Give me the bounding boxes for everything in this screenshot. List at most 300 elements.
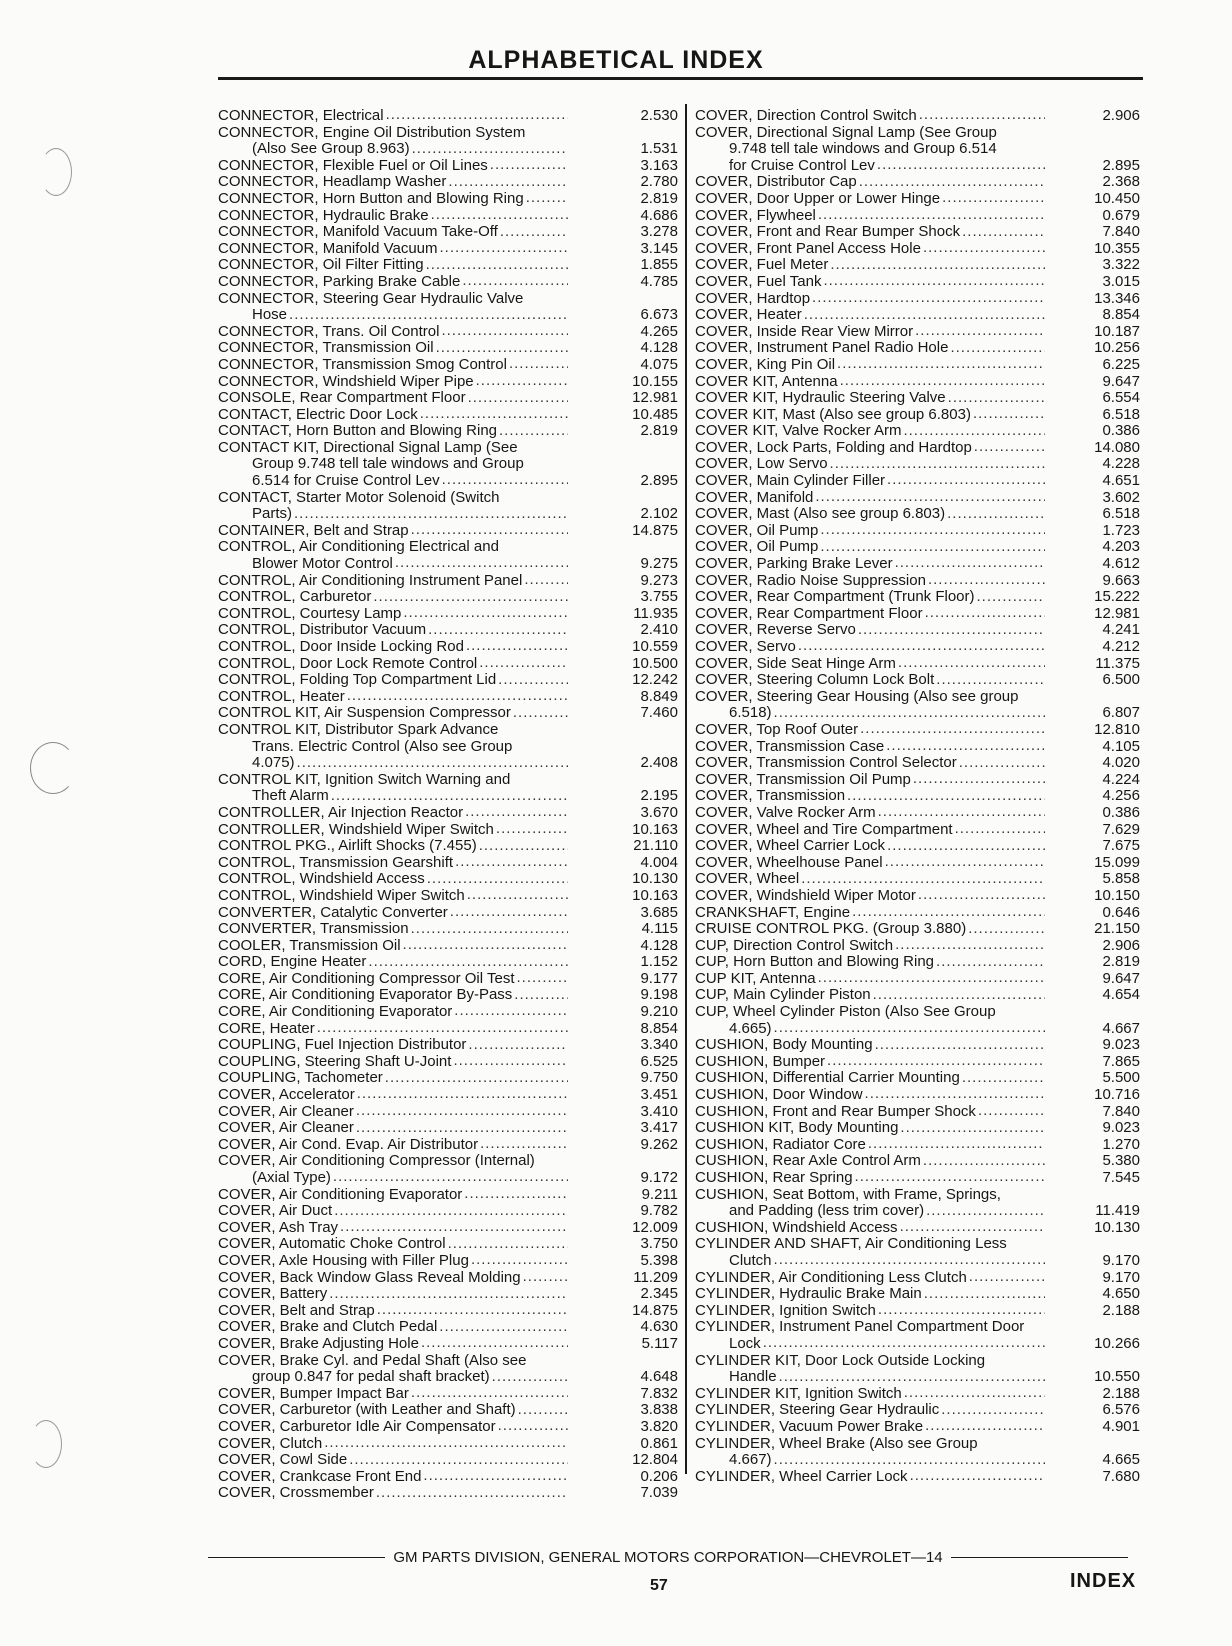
index-entry: [218, 224, 678, 241]
index-entry: [695, 1253, 1140, 1270]
index-entry: [695, 871, 1140, 888]
index-entry-text: COVER, Ash Tray: [218, 1219, 339, 1236]
index-entry: [695, 1469, 1140, 1486]
index-entry: [218, 1104, 678, 1121]
index-entry-text: 4.667): [729, 1452, 772, 1469]
index-entry: [218, 971, 678, 988]
index-entry-text: CONNECTOR, Manifold Vacuum Take-Off: [218, 224, 498, 241]
index-entry-text: Theft Alarm: [252, 788, 329, 805]
index-entry-text: CONTROL, Folding Top Compartment Lid: [218, 672, 497, 689]
index-entry-text: CORE, Heater: [218, 1020, 315, 1037]
index-entry: [218, 1021, 678, 1038]
index-entry-page: 7.675: [1102, 837, 1140, 855]
index-entry-text: COVER, King Pin Oil: [695, 356, 836, 373]
index-entry-page: 10.450: [1094, 189, 1140, 207]
index-entry-page: 5.117: [641, 1334, 678, 1352]
index-entry-page: 12.804: [632, 1451, 678, 1469]
index-entry-page: 10.187: [1094, 322, 1140, 340]
index-entry-page: 8.854: [640, 1019, 678, 1037]
index-entry: [218, 407, 678, 424]
index-entry: [218, 1087, 678, 1104]
title-rule: [218, 77, 1143, 80]
index-entry: [695, 689, 1140, 706]
index-entry: [218, 788, 678, 805]
index-entry-page: 7.832: [640, 1384, 678, 1402]
index-entry-page: 10.163: [632, 820, 678, 838]
index-entry-text: CONNECTOR, Parking Brake Cable: [218, 273, 461, 290]
index-entry: [218, 374, 678, 391]
index-entry-text: COVER, Front and Rear Bumper Shock: [695, 224, 961, 241]
index-entry-page: 2.819: [640, 422, 678, 440]
index-entry: [218, 1386, 678, 1403]
index-entry-page: 2.819: [640, 189, 678, 207]
index-entry-page: 3.750: [640, 1235, 678, 1253]
index-entry-text: CRUISE CONTROL PKG. (Group 3.880): [695, 921, 967, 938]
index-entry-text: COVER, Back Window Glass Reveal Molding: [218, 1269, 521, 1286]
binder-hole: [30, 742, 76, 794]
index-entry-page: 10.256: [1094, 339, 1140, 357]
index-entry-page: 10.130: [632, 870, 678, 888]
index-entry-text: CRANKSHAFT, Engine: [695, 904, 851, 921]
index-entry: [218, 1236, 678, 1253]
index-entry: [695, 1203, 1140, 1220]
index-entry-text: CONTROLLER, Windshield Wiper Switch: [218, 821, 494, 838]
index-entry: [695, 622, 1140, 639]
index-entry: [695, 954, 1140, 971]
index-entry: [218, 838, 678, 855]
index-entry-text: COVER, Steering Gear Housing (Also see group: [695, 688, 1019, 705]
index-entry-page: 7.545: [1102, 1169, 1140, 1186]
index-entry-page: 4.004: [640, 853, 678, 871]
index-entry: [695, 307, 1140, 324]
index-entry-page: 21.110: [633, 837, 678, 855]
index-entry: [218, 473, 678, 490]
index-entry: [218, 589, 678, 606]
index-entry: [218, 938, 678, 955]
index-entry-text: CYLINDER, Wheel Carrier Lock: [695, 1468, 908, 1485]
index-entry-page: 15.099: [1094, 853, 1140, 871]
index-entry-text: COVER, Cowl Side: [218, 1452, 348, 1469]
index-entry-text: COVER, Oil Pump: [695, 522, 819, 539]
index-entry: [218, 291, 678, 308]
index-entry-text: 6.514 for Cruise Control Lev: [252, 473, 440, 490]
index-entry-page: 10.163: [632, 886, 678, 904]
index-entry: [218, 1353, 678, 1370]
index-entry-page: 5.380: [1102, 1152, 1140, 1170]
index-entry-text: CYLINDER, Ignition Switch: [695, 1302, 876, 1319]
index-entry-page: 9.210: [640, 1003, 678, 1021]
index-entry-page: 3.685: [640, 903, 678, 921]
index-entry-text: CONTACT, Horn Button and Blowing Ring: [218, 423, 498, 440]
index-entry: [695, 539, 1140, 556]
index-entry-text: CYLINDER, Instrument Panel Compartment Door: [695, 1319, 1025, 1336]
index-entry-page: 9.273: [640, 571, 678, 589]
index-entry: [695, 1070, 1140, 1087]
index-entry: [695, 357, 1140, 374]
index-entry-text: 4.665): [729, 1020, 772, 1037]
index-entry-text: CONNECTOR, Steering Gear Hydraulic Valve: [218, 290, 524, 307]
index-entry-page: 2.819: [1102, 953, 1140, 971]
index-entry-text: COVER, Directional Signal Lamp (See Group: [695, 124, 997, 141]
index-entry-page: 9.647: [1102, 372, 1140, 390]
index-entry: [218, 440, 678, 457]
index-entry: [695, 838, 1140, 855]
index-entry: [218, 1369, 678, 1386]
index-entry: [218, 871, 678, 888]
index-entry: [218, 390, 678, 407]
index-entry-page: 9.647: [1102, 969, 1140, 987]
index-entry: [218, 622, 678, 639]
index-entry-page: 3.602: [1102, 488, 1140, 506]
index-entry-page: 2.368: [1102, 173, 1140, 191]
index-entry-page: 6.518: [1102, 405, 1140, 423]
index-entry: [695, 1369, 1140, 1386]
index-entry-text: CONTROL KIT, Ignition Switch Warning and: [218, 771, 511, 788]
index-entry: [695, 456, 1140, 473]
index-entry-text: COVER, Lock Parts, Folding and Hardtop: [695, 439, 972, 456]
index-entry-text: CUSHION, Windshield Access: [695, 1219, 898, 1236]
index-entry: [218, 191, 678, 208]
index-entry: [218, 954, 678, 971]
index-entry-text: CUP KIT, Antenna: [695, 970, 816, 987]
index-entry: [695, 755, 1140, 772]
index-entry-text: COVER KIT, Antenna: [695, 373, 838, 390]
index-entry-page: 6.554: [1102, 389, 1140, 407]
index-entry-page: 4.686: [640, 206, 678, 224]
index-entry-page: 4.228: [1102, 455, 1140, 473]
index-entry: [695, 722, 1140, 739]
index-entry-page: 1.855: [640, 256, 678, 274]
index-entry-text: CORD, Engine Heater: [218, 954, 367, 971]
index-entry-text: Handle: [729, 1369, 777, 1386]
index-entry-text: COVER, Door Upper or Lower Hinge: [695, 190, 941, 207]
index-entry-text: CUSHION KIT, Body Mounting: [695, 1120, 899, 1137]
index-entry: [695, 705, 1140, 722]
index-entry-page: 1.152: [640, 953, 678, 971]
index-entry-text: (Axial Type): [252, 1170, 331, 1186]
index-entry-text: CUSHION, Rear Axle Control Arm: [695, 1153, 921, 1170]
index-entry: [218, 1336, 678, 1353]
index-entry-text: COVER, Manifold: [695, 489, 814, 506]
index-entry-text: CUP, Main Cylinder Piston: [695, 987, 871, 1004]
index-entry: [695, 987, 1140, 1004]
index-entry-page: 4.212: [1102, 638, 1140, 655]
index-entry-text: COVER, Fuel Tank: [695, 273, 822, 290]
index-entry-page: 7.840: [1102, 1102, 1140, 1120]
index-entry-text: CONVERTER, Transmission: [218, 921, 409, 938]
index-entry-text: COVER, Clutch: [218, 1435, 323, 1452]
index-entry-page: 0.646: [1102, 903, 1140, 921]
index-entry-text: CONTACT, Starter Motor Solenoid (Switch: [218, 489, 500, 506]
index-entry-text: COUPLING, Tachometer: [218, 1070, 383, 1087]
index-entry: [695, 506, 1140, 523]
index-entry: [218, 1203, 678, 1220]
index-entry: [695, 1303, 1140, 1320]
index-entry-text: CONNECTOR, Engine Oil Distribution System: [218, 124, 526, 141]
index-entry-text: CUSHION, Front and Rear Bumper Shock: [695, 1103, 976, 1120]
index-entry: [218, 1037, 678, 1054]
index-entry: [695, 1170, 1140, 1187]
index-entry-page: 7.840: [1102, 223, 1140, 241]
index-entry: [695, 1087, 1140, 1104]
index-entry: [695, 1402, 1140, 1419]
index-entry-text: for Cruise Control Lev: [729, 157, 875, 174]
index-entry-page: 3.340: [640, 1036, 678, 1054]
footer-text: GM PARTS DIVISION, GENERAL MOTORS CORPORATION—CHEVROLET—14: [393, 1549, 943, 1566]
index-entry-text: COUPLING, Fuel Injection Distributor: [218, 1037, 467, 1054]
index-entry-page: 3.410: [640, 1102, 678, 1120]
index-entry: [695, 1054, 1140, 1071]
index-entry-page: 2.895: [640, 472, 678, 490]
index-entry: [218, 672, 678, 689]
index-entry-text: COVER, Parking Brake Lever: [695, 556, 893, 573]
index-entry-text: COVER, Automatic Choke Control: [218, 1236, 446, 1253]
index-entry-page: 9.782: [640, 1202, 678, 1220]
index-entry-page: 9.275: [640, 555, 678, 573]
index-entry: [218, 174, 678, 191]
index-entry: [695, 473, 1140, 490]
index-entry: [695, 1336, 1140, 1353]
index-entry: [695, 141, 1140, 158]
index-entry-text: COVER, Reverse Servo: [695, 622, 856, 639]
index-entry-text: COVER, Air Cleaner: [218, 1103, 354, 1120]
index-entry-text: COVER, Front Panel Access Hole: [695, 240, 921, 257]
index-entry-text: CONTROL, Air Conditioning Instrument Panel: [218, 572, 523, 589]
index-entry-page: 4.650: [1102, 1285, 1140, 1303]
index-entry-text: CONTROLLER, Air Injection Reactor: [218, 804, 464, 821]
index-entry: [218, 573, 678, 590]
index-entry-text: COVER, Brake Cyl. and Pedal Shaft (Also see: [218, 1352, 527, 1369]
index-entry-text: Hose: [252, 307, 288, 324]
index-entry-page: 5.398: [640, 1251, 678, 1269]
index-entry-text: Trans. Electric Control (Also see Group: [252, 738, 513, 755]
index-entry-text: CYLINDER AND SHAFT, Air Conditioning Less: [695, 1236, 1007, 1253]
index-entry-text: COVER, Wheelhouse Panel: [695, 854, 883, 871]
index-entry-page: 10.130: [1094, 1218, 1140, 1236]
index-entry: [218, 1153, 678, 1170]
index-entry: [695, 772, 1140, 789]
index-entry-page: 12.981: [1094, 604, 1140, 622]
index-entry-text: CONVERTER, Catalytic Converter: [218, 904, 448, 921]
index-entry-text: COVER, Servo: [695, 639, 796, 655]
index-entry: [695, 1220, 1140, 1237]
index-entry: [218, 1270, 678, 1287]
index-entry: [218, 108, 678, 125]
index-entry: [218, 506, 678, 523]
index-entry-text: CONTROL, Transmission Gearshift: [218, 854, 454, 871]
index-entry: [695, 1319, 1140, 1336]
index-entry-page: 9.198: [640, 986, 678, 1004]
index-entry-text: CUP, Direction Control Switch: [695, 937, 894, 954]
index-entry: [218, 722, 678, 739]
index-entry: [218, 307, 678, 324]
index-entry-text: COVER, Belt and Strap: [218, 1302, 375, 1319]
index-entry: [695, 291, 1140, 308]
index-entry: [218, 705, 678, 722]
index-entry-text: CONNECTOR, Windshield Wiper Pipe: [218, 373, 474, 390]
index-entry-page: 1.723: [1102, 521, 1140, 539]
index-entry: [218, 739, 678, 756]
index-entry: [695, 788, 1140, 805]
index-entry-page: 4.105: [1102, 737, 1140, 755]
index-entry-page: 4.115: [641, 920, 678, 938]
index-entry-page: 6.525: [640, 1052, 678, 1070]
index-entry: [218, 523, 678, 540]
index-entry-text: COVER, Rear Compartment Floor: [695, 605, 923, 622]
index-entry-page: 9.177: [640, 969, 678, 987]
index-entry-page: 11.375: [1095, 654, 1140, 672]
index-entry: [218, 656, 678, 673]
index-entry-page: 4.020: [1102, 754, 1140, 772]
index-entry-text: CUSHION, Radiator Core: [695, 1136, 866, 1153]
index-entry-page: 10.355: [1094, 239, 1140, 257]
index-entry: [218, 1286, 678, 1303]
index-entry-page: 3.755: [640, 588, 678, 606]
index-entry-page: 4.665: [1102, 1451, 1140, 1469]
index-entry-page: 6.673: [640, 306, 678, 324]
index-entry-page: 6.225: [1102, 355, 1140, 373]
index-entry-page: 2.195: [640, 787, 678, 805]
index-entry-page: 4.224: [1102, 770, 1140, 788]
index-entry-text: COVER, Side Seat Hinge Arm: [695, 655, 896, 672]
index-entry-page: 4.203: [1102, 538, 1140, 556]
index-entry: [695, 340, 1140, 357]
index-entry-text: COVER, Main Cylinder Filler: [695, 473, 886, 490]
index-entry-page: 2.188: [1102, 1384, 1140, 1402]
index-entry-text: CUSHION, Door Window: [695, 1087, 863, 1104]
index-entry-page: 10.716: [1094, 1086, 1140, 1104]
index-entry-page: 6.518: [1102, 505, 1140, 523]
index-entry: [218, 423, 678, 440]
index-entry-page: 2.780: [640, 173, 678, 191]
index-entry-text: COVER, Wheel Carrier Lock: [695, 838, 886, 855]
index-entry: [695, 208, 1140, 225]
index-entry-page: 2.895: [1102, 156, 1140, 174]
index-entry: [695, 374, 1140, 391]
index-entry-page: 10.550: [1094, 1368, 1140, 1386]
index-entry-text: COVER, Heater: [695, 307, 802, 324]
index-entry-page: 14.875: [632, 1301, 678, 1319]
index-entry-page: 9.750: [640, 1069, 678, 1087]
index-entry: [695, 490, 1140, 507]
index-entry: [695, 938, 1140, 955]
index-entry: [695, 274, 1140, 291]
index-entry-text: CONNECTOR, Oil Filter Fitting: [218, 257, 424, 274]
index-entry: [695, 440, 1140, 457]
index-entry-text: CORE, Air Conditioning Evaporator: [218, 1004, 453, 1021]
index-entry-text: CONNECTOR, Hydraulic Brake: [218, 207, 429, 224]
index-entry-text: (Also See Group 8.963): [252, 141, 410, 158]
section-label: INDEX: [1070, 1570, 1137, 1592]
left-index-column: [218, 108, 678, 1502]
page-title: ALPHABETICAL INDEX: [468, 46, 764, 74]
index-entry: [695, 1153, 1140, 1170]
index-entry-text: CONTROL, Carburetor: [218, 589, 372, 606]
index-entry-text: COVER, Distributor Cap: [695, 174, 857, 191]
index-entry: [695, 224, 1140, 241]
index-entry-page: 3.145: [640, 239, 678, 257]
index-entry-page: 12.242: [632, 671, 678, 689]
index-entry-page: 9.172: [640, 1169, 678, 1186]
index-entry-text: CUP, Horn Button and Blowing Ring: [695, 954, 935, 971]
index-entry-text: CONSOLE, Rear Compartment Floor: [218, 390, 466, 407]
index-entry-text: CYLINDER KIT, Door Lock Outside Locking: [695, 1352, 986, 1369]
index-entry-text: CONTACT KIT, Directional Signal Lamp (See: [218, 439, 518, 456]
index-entry-text: CUSHION, Bumper: [695, 1053, 826, 1070]
index-entry-page: 4.654: [1102, 986, 1140, 1004]
index-entry-text: COVER, Direction Control Switch: [695, 108, 917, 124]
index-entry-text: COVER, Air Cond. Evap. Air Distributor: [218, 1136, 479, 1153]
index-entry-text: COVER, Windshield Wiper Motor: [695, 887, 916, 904]
index-entry-text: COVER, Brake and Clutch Pedal: [218, 1319, 438, 1336]
index-entry-text: COVER, Carburetor Idle Air Compensator: [218, 1418, 496, 1435]
index-entry: [695, 855, 1140, 872]
index-entry: [695, 191, 1140, 208]
index-entry-text: 4.075): [252, 755, 295, 772]
index-entry-page: 10.155: [632, 372, 678, 390]
index-entry-text: CONNECTOR, Horn Button and Blowing Ring: [218, 190, 524, 207]
index-entry-text: CYLINDER, Air Conditioning Less Clutch: [695, 1269, 967, 1286]
index-entry-text: CUSHION, Rear Spring: [695, 1170, 853, 1186]
index-entry-text: COVER, Radio Noise Suppression: [695, 572, 926, 589]
index-entry: [218, 556, 678, 573]
index-entry-text: CONTROL KIT, Distributor Spark Advance: [218, 721, 499, 738]
index-entry-text: COVER, Crossmember: [218, 1485, 374, 1502]
index-entry-page: 4.241: [1102, 621, 1140, 639]
index-entry-page: 4.667: [1102, 1019, 1140, 1037]
index-entry-text: CONTROL, Distributor Vacuum: [218, 622, 427, 639]
index-entry-text: CONTROL, Air Conditioning Electrical and: [218, 539, 499, 556]
index-entry-text: COVER, Carburetor (with Leather and Shaft): [218, 1402, 516, 1419]
binder-hole: [30, 1420, 62, 1468]
index-entry-page: 1.531: [640, 140, 678, 158]
index-entry: [218, 490, 678, 507]
binder-hole: [40, 148, 72, 196]
index-entry-page: 11.935: [633, 604, 678, 622]
index-entry: [218, 1485, 678, 1502]
index-entry: [218, 639, 678, 656]
index-entry: [218, 1452, 678, 1469]
index-entry: [218, 689, 678, 706]
index-entry-page: 12.981: [632, 389, 678, 407]
index-entry: [695, 174, 1140, 191]
index-entry-text: CYLINDER, Hydraulic Brake Main: [695, 1286, 922, 1303]
index-entry: [218, 772, 678, 789]
index-entry-text: COOLER, Transmission Oil: [218, 937, 401, 954]
index-entry: [695, 390, 1140, 407]
index-entry-page: 6.576: [1102, 1401, 1140, 1419]
index-entry-text: CORE, Air Conditioning Compressor Oil Test: [218, 970, 515, 987]
index-entry: [218, 905, 678, 922]
index-entry: [695, 1436, 1140, 1453]
index-entry: [218, 141, 678, 158]
index-entry-page: 9.262: [640, 1135, 678, 1153]
index-entry-text: CUSHION, Body Mounting: [695, 1037, 873, 1054]
index-entry-text: CONTROL, Courtesy Lamp: [218, 605, 402, 622]
index-entry-text: COVER, Valve Rocker Arm: [695, 804, 876, 821]
page-number: 57: [650, 1577, 668, 1594]
index-entry-text: COVER, Brake Adjusting Hole: [218, 1335, 419, 1352]
index-entry-text: 9.748 tell tale windows and Group 6.514: [729, 141, 997, 158]
index-entry-page: 10.500: [632, 654, 678, 672]
index-entry-text: CYLINDER KIT, Ignition Switch: [695, 1385, 902, 1402]
index-entry-text: Group 9.748 tell tale windows and Group: [252, 456, 524, 473]
index-entry: [695, 423, 1140, 440]
index-entry-text: CONNECTOR, Manifold Vacuum: [218, 240, 438, 257]
index-entry: [695, 888, 1140, 905]
footer: [208, 1549, 1128, 1566]
index-entry-page: 4.128: [640, 936, 678, 954]
